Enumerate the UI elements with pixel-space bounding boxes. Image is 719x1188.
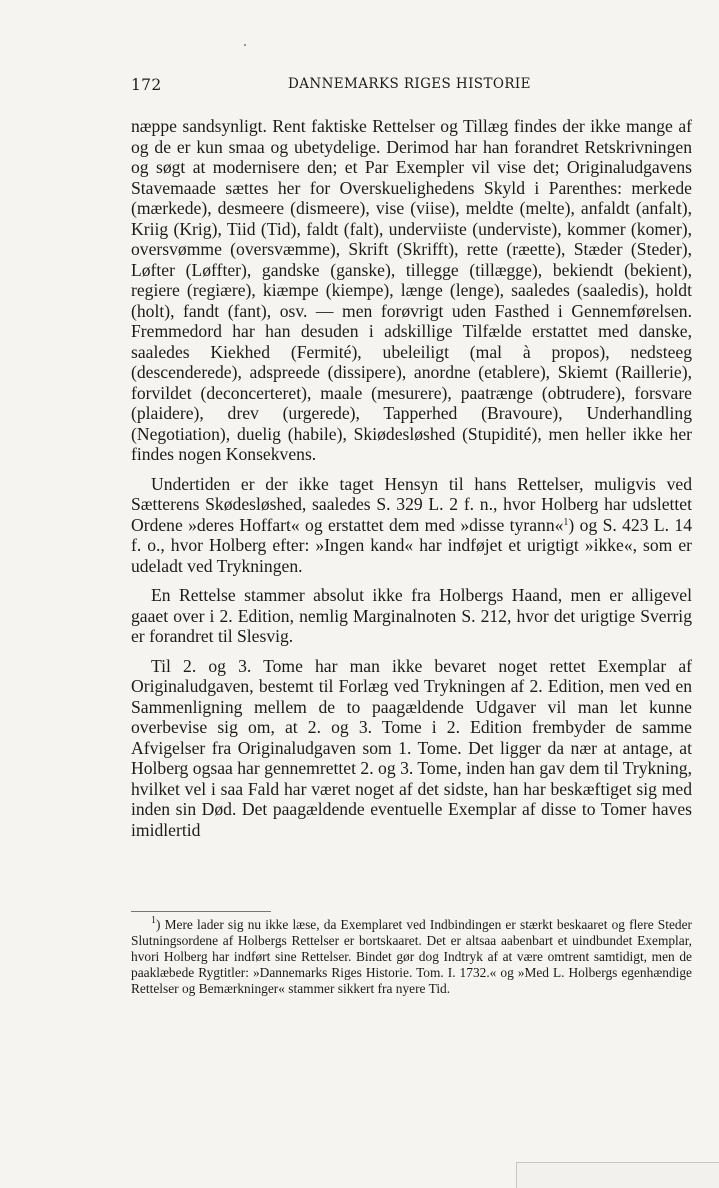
paragraph-1: næppe sandsynligt. Rent faktiske Rettelser og Tillæg findes der ikke mange af og de er kun smaa og ubetydelige. Derimod har han forandret Retskrivningen og søgt at modernisere den; et Par Exempler vil vise det; Originaludgavens Stavemaade sættes her for Overskuelighedens Skyld i Parenthes: merkede (mærkede), desmeere (dismeere), vise (viise), meldte (melte), anfaldt (anfalt), Kriig (Krig), Tiid (Tid), faldt (falt), underviiste (underviste), kommer (komer), oversvømme (oversvæmme), Skrift (Skrifft), rette (ræette), Stæder (Steder), Løfter (Løffter), gandske (ganske), tillegge (tillægge), bekiendt (bekient), regiere (regiære), kiæmpe (kiempe), længe (lenge), saaledes (saaledis), holdt (holt), fandt (fant), osv. — men forøvrigt uden Fasthed i Gennemførelsen. Fremmedord har han desuden i adskillige Tilfælde erstattet med danske, saaledes Kiekhed (Fermité), ubeleiligt (mal à propos), nedsteeg (descenderede), adspreede (dissipere), anordne (etablere), Skiemt (Raillerie), forvildet (deconcerteret), maale (mesurere), paatrænge (obtrudere), forsvare (plaidere), drev (urgerede), Tapperhed (Bravoure), Underhandling (Negotiation), duelig (habile), Skiødesløshed (Stupidité), men heller ikke her findes nogen Konsekvens. (131, 116, 692, 464)
footnote (131, 917, 692, 997)
paragraph-2-continued: ) og S. 423 L. 14 f. o., hvor Holberg efter: »Ingen kand« har indføjet et urigtigt »ikke«, som er udeladt ved Trykningen. (131, 514, 692, 576)
footnote-marker: 1 (151, 915, 156, 926)
paragraph-4: Til 2. og 3. Tome har man ikke bevaret noget rettet Exemplar af Originaludgaven, bestemt til Forlæg ved Trykningen af 2. Edition, men ved en Sammenligning mellem de to paagældende Udgaver vil man let kunne overbevise sig om, at 2. og 3. Tome i 2. Edition frembyder de samme Afvigelser fra Originaludgaven som 1. Tome. Det ligger da nær at antage, at Holberg ogsaa har gennemrettet 2. og 3. Tome, inden han gav dem til Trykning, hvilket vel i saa Fald har været noget af det sidste, han har beskæftiget sig med inden sin Død. Det paagældende eventuelle Exemplar af disse to Tomer haves imidlertid (131, 655, 692, 840)
scan-edge-mark (516, 1162, 719, 1188)
footnote-text: Mere lader sig nu ikke læse, da Exemplaret ved Indbindingen er stærkt beskaaret og flere Steder Slutningsordene af Holbergs Rettelser er bortskaaret. Det er altsaa aabenbart et uindbundet Exemplar, hvori Holberg har indført sine Rettelser. Bindet gør dog Indtryk af at være omtrent samtidigt, men de paaklæbede Rygtitler: »Dannemarks Riges Historie. Tom. I. 1732.« og »Med L. Holbergs egenhændige Rettelser og Bemærkninger« stammer sikkert fra nyere Tid. (131, 917, 692, 997)
paragraph-2-text: Undertiden er der ikke taget Hensyn til hans Rettelser, muligvis ved Sætterens Skødesløshed, saaledes S. 329 L. 2 f. n., hvor Holberg har udslettet Ordene »deres Hoffart« og erstattet dem med »disse tyrann« (131, 473, 692, 535)
scan-speck (244, 44, 246, 46)
body-text (131, 116, 692, 840)
footnote-divider (131, 911, 271, 912)
running-title: DANNEMARKS RIGES HISTORIE (288, 76, 531, 92)
paragraph-2 (131, 474, 692, 577)
footnote-reference: 1 (563, 516, 569, 528)
page-number: 172 (131, 76, 162, 94)
page-header (131, 76, 692, 98)
paragraph-3: En Rettelse stammer absolut ikke fra Holbergs Haand, men er alligevel gaaet over i 2. Edition, nemlig Marginalnoten S. 212, hvor det urigtige Sverrig er forandret til Slesvig. (131, 585, 692, 646)
footnote-bracket: ) (156, 917, 161, 932)
